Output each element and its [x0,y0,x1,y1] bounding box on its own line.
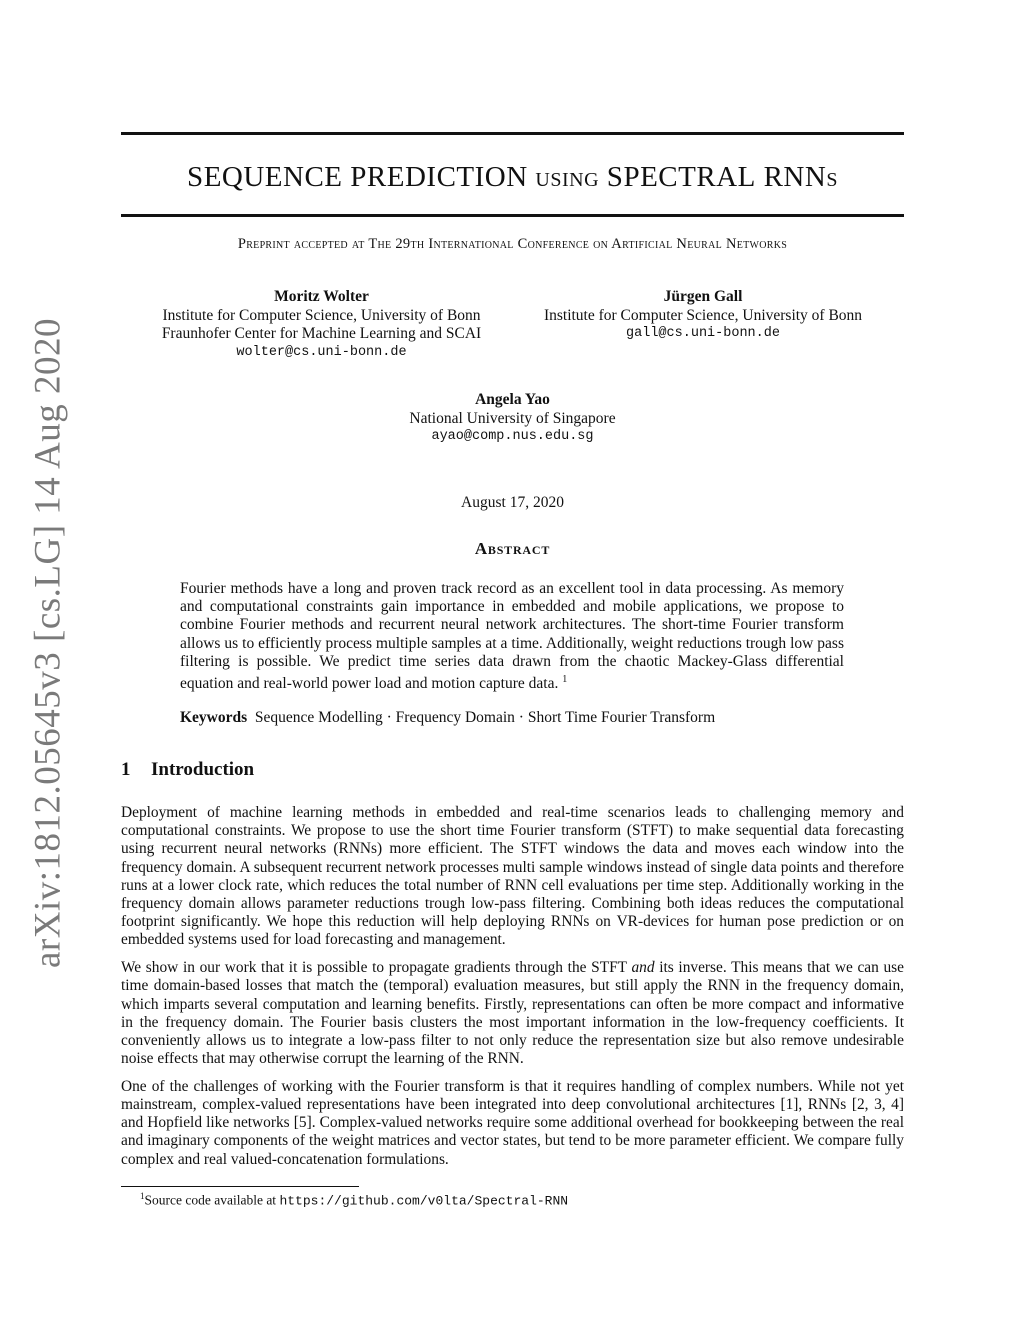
abstract-heading: Abstract [474,539,551,558]
footnote: $^1$Source code available at https://github.com/v0lta/Spectral-RNN [140,1191,569,1209]
title-top-rule [121,132,904,135]
paragraph: Deployment of machine learning methods in embedded and real-time scenarios leads to challenging memory and computational constraints. We propose to use the short time Fourier transform (STFT) to make sequential data forecasting using recurrent neural networks (RNNs) more efficient. The STFT windows the data and moves each window into the frequency domain. A subsequent recurrent network processes multi sample windows instead of single data points and therefore runs at a lower clock rate, which reduces the total number of RNN cell evaluations per time step. Additionally working in the frequency domain allows parameter reductions trough low-pass filtering. Combining both ideas reduces the computational footprint significantly. We hope this reduction will help deploying RNNs on VR-devices for human pose prediction or on embedded systems used for load forecasting and management. [121,804,904,949]
author-affiliation: Institute for Computer Science, University of Bonn [162,306,481,324]
keywords-line [180,709,844,727]
introduction-body [121,804,904,1178]
abstract-text: Fourier methods have a long and proven track record as an excellent tool in data processing. As memory and computational constraints gain importance in embedded and mobile applications, we propose to combine Fourier methods and recurrent neural network architectures. The short-time Fourier transform allows us to efficiently process multiple samples at a time. Additionally, weight reductions trough low pass filtering is possible. We predict time series data drawn from the chaotic Mackey-Glass differential equation and real-world power load and motion capture data. $^1$ [180,580,844,693]
paper-title: SEQUENCE PREDICTION using SPECTRAL RNNs [187,161,838,193]
publication-date: August 17, 2020 [461,494,564,511]
keywords-label: Keywords [180,709,248,726]
keywords-text: Sequence Modelling · Frequency Domain · Short Time Fourier Transform [254,709,716,726]
source-code-link[interactable]: https://github.com/v0lta/Spectral-RNN [279,1193,569,1209]
section-heading-introduction [121,759,254,781]
author-block-wolter [121,288,522,362]
preprint-notice: Preprint accepted at The 29th International Conference on Artificial Neural Networks [237,236,788,252]
author-email[interactable]: wolter@cs.uni-bonn.de [236,344,407,360]
author-email[interactable]: ayao@comp.nus.edu.sg [431,429,594,444]
author-affiliation: Fraunhofer Center for Machine Learning and SCAI [161,325,482,342]
paragraph: We show in our work that it is possible to propagate gradients through the STFT and its inverse. This means that we can use time domain-based losses that match the (temporal) evaluation measures, but still apply the RNN in the frequency domain, which imparts several computation and learning benefits. Firstly, representations can often be more compact and informative in the frequency domain. The Fourier basis clusters the most important information in the low-frequency coefficients. It conveniently allows us to integrate a low-pass filter to not only reduce the representation size but also remove undesirable noise effects that may otherwise corrupt the learning of the RNN. [121,959,904,1068]
paragraph: One of the challenges of working with the Fourier transform is that it requires handling of complex numbers. While not yet mainstream, complex-valued representations have been integrated into deep convolutional architectures [1], RNNs [2, 3, 4] and Hopfield like networks [5]. Complex-valued networks require some additional overhead for bookkeeping between the real and imaginary components of the weight matrices and vector states, but tend to be more parameter efficient. We compare fully complex and real valued-concatenation formulations. [121,1077,904,1168]
footnote-rule [121,1186,359,1187]
author-name: Moritz Wolter [274,288,369,305]
section-number: 1 [121,759,131,780]
author-name: Angela Yao [475,391,550,408]
author-email[interactable]: gall@cs.uni-bonn.de [626,326,780,341]
author-affiliation: Institute for Computer Science, University of Bonn [543,306,863,324]
arxiv-side-stamp: arXiv:1812.05645v3 [cs.LG] 14 Aug 2020 [27,318,69,968]
title-bottom-rule [121,214,904,217]
author-affiliation: National University of Singapore [409,409,616,427]
author-block-gall [522,288,884,344]
section-title: Introduction [151,759,255,780]
author-block-yao [121,391,904,447]
author-name: Jürgen Gall [663,288,743,305]
footnote-marker: 1 [562,674,568,686]
